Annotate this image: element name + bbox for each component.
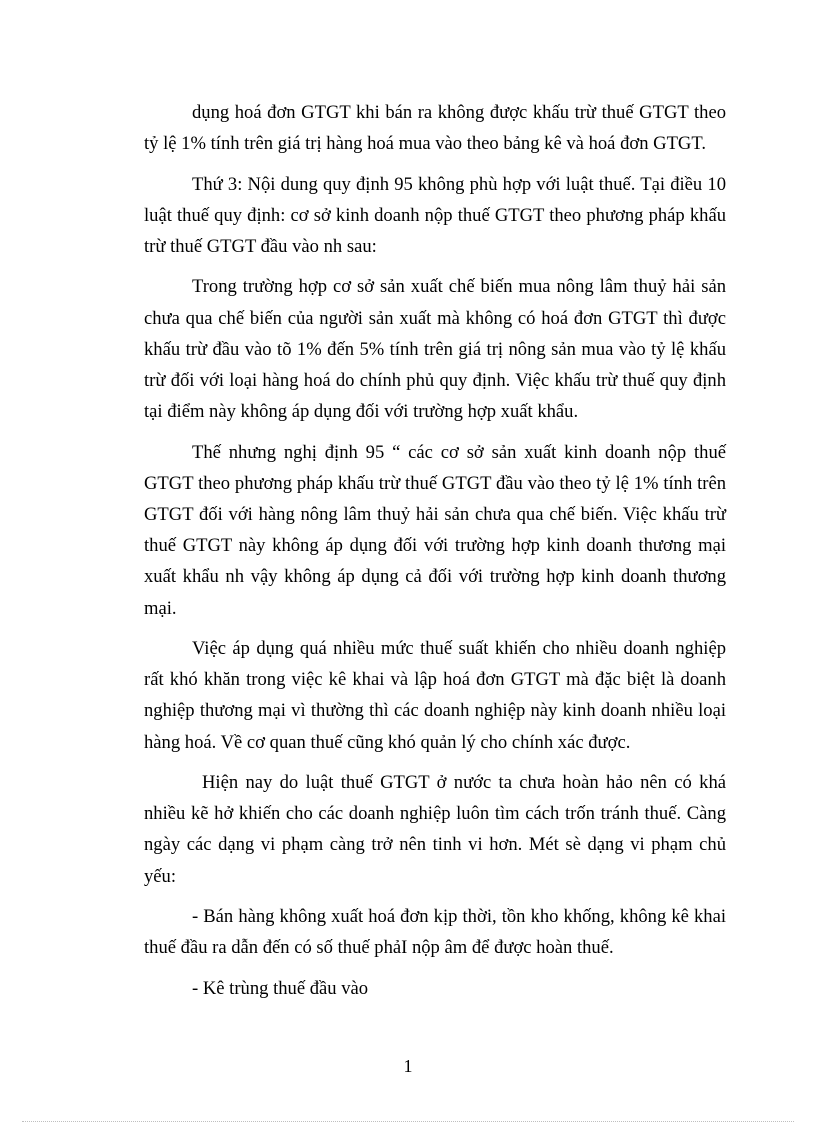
paragraph-nghi-dinh-95: Thế nhưng nghị định 95 “ các cơ sở sản xuất kinh doanh nộp thuế GTGT theo phương pháp khấu trừ thuế GTGT đầu vào theo tỷ lệ 1% tính trên GTGT đối với hàng nông lâm thuỷ hải sản chưa qua chế biến. Việc khấu trừ thuế GTGT này không áp dụng đối với trường hợp kinh doanh thương mại xuất khẩu nh vậy không áp dụng cả đối với trường hợp kinh doanh thương mại.	[144, 441, 726, 619]
page-number: 1	[403, 1056, 413, 1076]
list-item-ban-hang: - Bán hàng không xuất hoá đơn kịp thời, tồn kho khống, không kê khai thuế đầu ra dẫn đến có số thuế phảI nộp âm để được hoàn thuế.	[144, 906, 726, 959]
paragraph-vi-pham: Hiện nay do luật thuế GTGT ở nước ta chưa hoàn hảo nên có khá nhiều kẽ hở khiến cho các doanh nghiệp luôn tìm cách trốn tránh thuế. Càng ngày các dạng vi phạm càng trở nên tinh vi hơn. Mét sè dạng vi phạm chủ yếu:	[144, 772, 726, 887]
document-body	[144, 97, 726, 1013]
list-item-ke-trung: - Kê trùng thuế đầu vào	[192, 977, 369, 999]
paragraph-quoted-law: Trong trường hợp cơ sở sản xuất chế biến mua nông lâm thuỷ hải sản chưa qua chế biến của người sản xuất mà không có hoá đơn GTGT thì được khấu trừ đầu vào tõ 1% đến 5% tính trên giá trị nông sản mua vào tỷ lệ khấu trừ đối với loại hàng hoá do chính phủ quy định. Việc khấu trừ thuế quy định tại điểm này không áp dụng đối với trường hợp xuất khẩu.	[144, 276, 726, 423]
paragraph-thu-3: Thứ 3: Nội dung quy định 95 không phù hợp với luật thuế. Tại điều 10 luật thuế quy định: cơ sở kinh doanh nộp thuế GTGT theo phương pháp khấu trừ thuế GTGT đầu vào nh sau:	[144, 173, 726, 257]
paragraph-continuation: dụng hoá đơn GTGT khi bán ra không được khấu trừ thuế GTGT theo tỷ lệ 1% tính trên giá trị hàng hoá mua vào theo bảng kê và hoá đơn GTGT.	[144, 102, 726, 155]
page-bottom-divider	[22, 1121, 794, 1122]
paragraph-thue-suat: Việc áp dụng quá nhiều mức thuế suất khiến cho nhiều doanh nghiệp rất khó khăn trong việc kê khai và lập hoá đơn GTGT mà đặc biệt là doanh nghiệp thương mại vì thường thì các doanh nghiệp này kinh doanh nhiều loại hàng hoá. Về cơ quan thuế cũng khó quản lý cho chính xác được.	[144, 638, 726, 753]
